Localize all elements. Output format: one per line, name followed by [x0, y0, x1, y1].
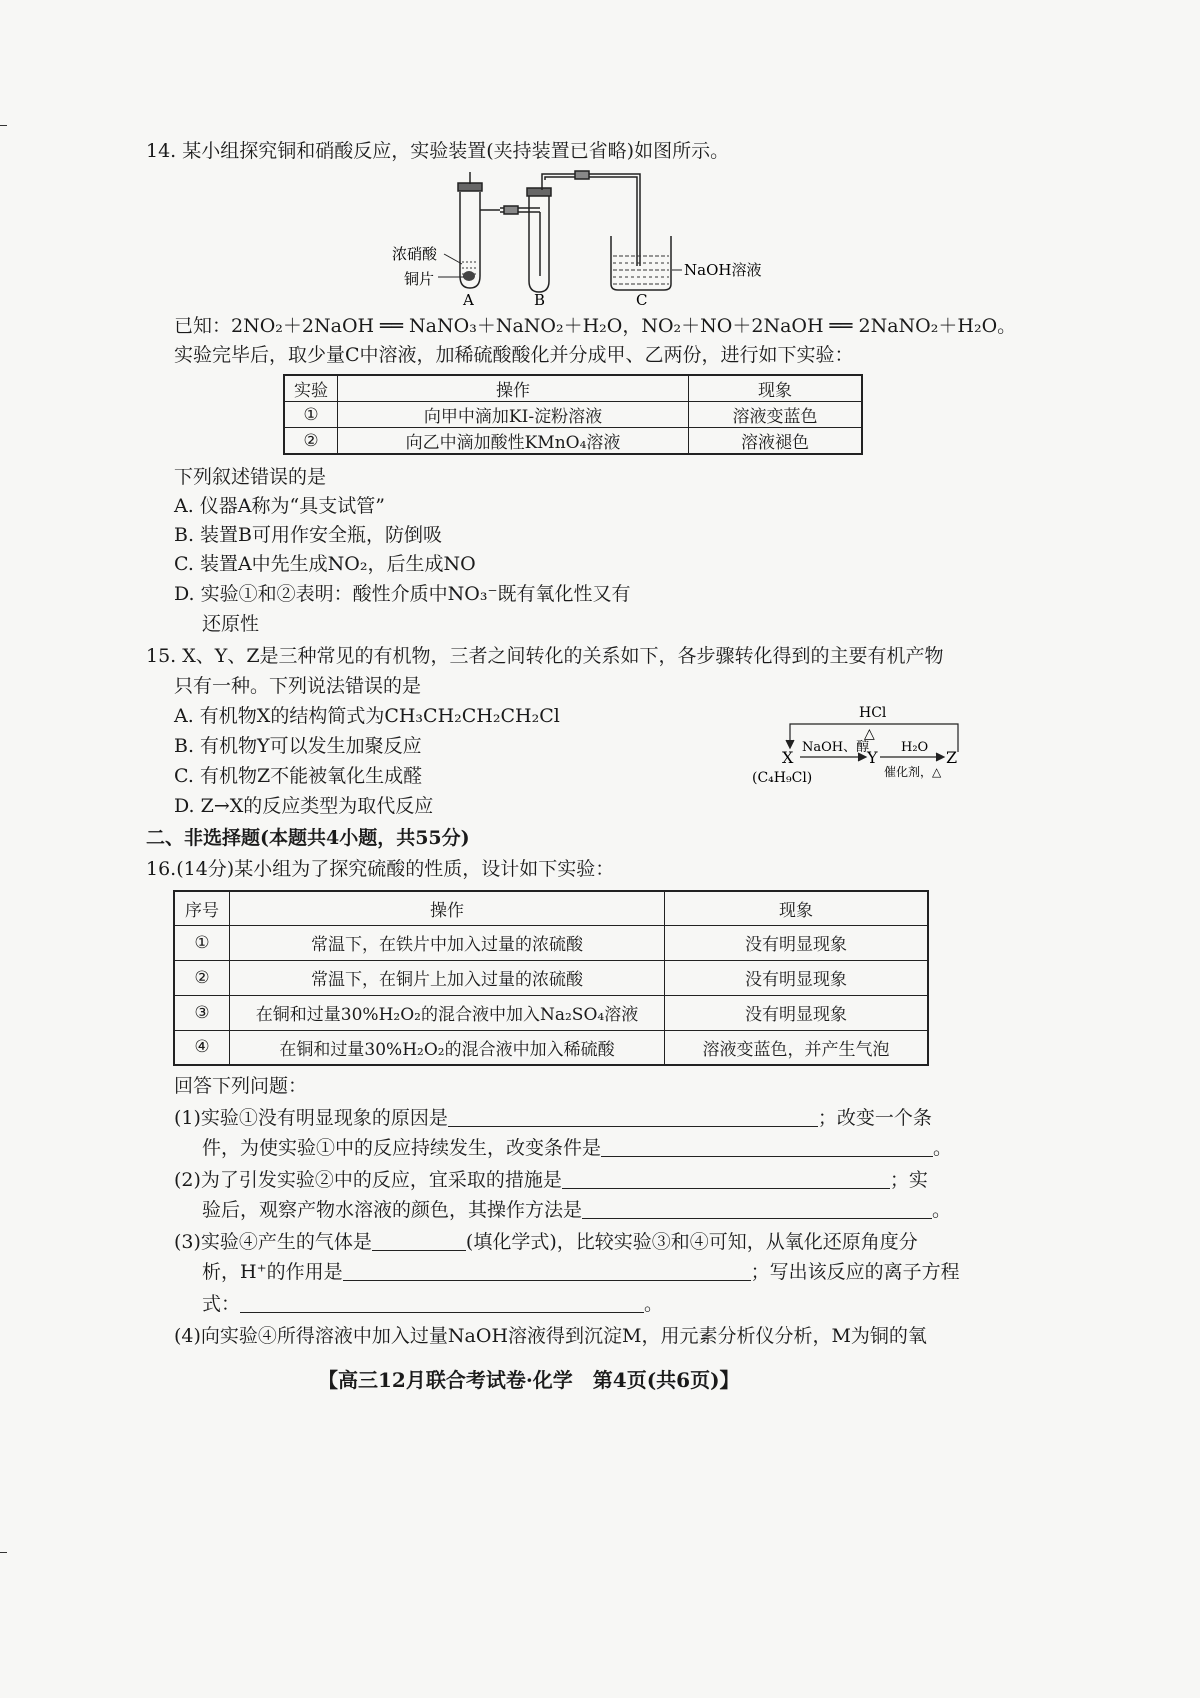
q14-table-cell: 向乙中滴加酸性KMnO₄溶液: [338, 428, 689, 455]
q14-option-c: C. 装置A中先生成NO₂，后生成NO: [174, 553, 476, 575]
q16-table-cell: ②: [174, 960, 230, 995]
q16-part1-blank2[interactable]: [601, 1136, 933, 1157]
q16-table: [173, 890, 929, 1066]
copper-piece: [463, 271, 475, 281]
q14-table-cell: ①: [284, 402, 338, 428]
q16-part3-blank2[interactable]: [343, 1260, 751, 1281]
page-footer: 【高三12月联合考试卷·化学 第4页(共6页)】: [318, 1368, 740, 1392]
scheme-x: X: [782, 748, 794, 767]
q16-part1-end: 。: [933, 1137, 953, 1159]
q16-part2-end: 。: [932, 1199, 952, 1221]
q14-option-b: B. 装置B可用作安全瓶，防倒吸: [174, 524, 443, 546]
q16-part3-blank3[interactable]: [240, 1292, 644, 1313]
q16-table-cell: ①: [174, 925, 230, 960]
q14-option-a: A. 仪器A称为“具支试管”: [174, 495, 385, 517]
scheme-cond2-bottom: 催化剂，△: [884, 765, 942, 779]
q14-table-cell: 向甲中滴加KI-淀粉溶液: [338, 402, 689, 428]
q16-table-cell: 溶液变蓝色，并产生气泡: [665, 1030, 929, 1065]
q16-table-header: 序号: [174, 891, 230, 925]
q15-stem-cont: 只有一种。下列说法错误的是: [174, 675, 422, 697]
q16-part3-line1: [174, 1228, 918, 1256]
q16-table-cell: ③: [174, 995, 230, 1030]
q16-part2-tail: ；实: [889, 1169, 928, 1191]
tube-a-stopper: [458, 183, 482, 191]
q14-table-cell: ②: [284, 428, 338, 455]
q14-table-header: 实验: [284, 375, 338, 402]
q16-table-header: 操作: [230, 891, 665, 925]
q14-table-cell: 溶液变蓝色: [689, 402, 863, 428]
q16-part3-line2: [202, 1258, 960, 1286]
q14-stem: 14. 某小组探究铜和硝酸反应，实验装置(夹持装置已省略)如图所示。: [146, 140, 730, 162]
q14-after: 实验完毕后，取少量C中溶液，加稀硫酸酸化并分成甲、乙两份，进行如下实验：: [174, 344, 854, 366]
q16-part3-blank1[interactable]: [372, 1230, 466, 1251]
q16-part2-blank2[interactable]: [582, 1198, 932, 1219]
q16-part2-line1: [174, 1166, 928, 1194]
label-naoh: NaOH溶液: [684, 261, 762, 279]
q16-part4: (4)向实验④所得溶液中加入过量NaOH溶液得到沉淀M，用元素分析仪分析，M为铜的氧: [174, 1325, 927, 1347]
q16-part1-prompt2: 件，为使实验①中的反应持续发生，改变条件是: [202, 1137, 602, 1159]
q15-reaction-scheme: [746, 702, 976, 792]
scheme-y: Y: [867, 748, 878, 767]
label-b: B: [534, 291, 546, 309]
q15-option-d: D. Z→X的反应类型为取代反应: [174, 795, 434, 817]
scheme-z: Z: [946, 748, 958, 767]
margin-tick-top: [0, 125, 7, 126]
q16-answer-intro: 回答下列问题：: [174, 1075, 308, 1097]
scheme-heat: △: [864, 726, 875, 742]
label-a: A: [463, 291, 474, 309]
q16-table-cell: 在铜和过量30%H₂O₂的混合液中加入Na₂SO₄溶液: [230, 995, 665, 1030]
q16-part3-prompt: (3)实验④产生的气体是: [174, 1231, 372, 1253]
q14-option-d-cont: 还原性: [202, 613, 260, 635]
q14-apparatus-figure: [392, 166, 812, 310]
q14-table: [283, 374, 863, 455]
q14-known: 已知：2NO₂＋2NaOH ══ NaNO₃＋NaNO₂＋H₂O，NO₂＋NO＋2NaOH ══ 2NaNO₂＋H₂O。: [174, 315, 1017, 337]
q16-table-cell: ④: [174, 1030, 230, 1065]
q16-part3-mid: (填化学式)，比较实验③和④可知，从氧化还原角度分: [465, 1231, 918, 1253]
scheme-cond1: NaOH、醇: [802, 740, 870, 755]
q15-option-b: B. 有机物Y可以发生加聚反应: [174, 735, 422, 757]
tube-b: [529, 196, 549, 292]
q14-option-d: D. 实验①和②表明：酸性介质中NO₃⁻既有氧化性又有: [174, 583, 631, 605]
tube-b-stopper: [527, 188, 551, 196]
q16-table-cell: 没有明显现象: [665, 960, 929, 995]
q16-part2-blank1[interactable]: [562, 1168, 890, 1189]
scheme-cond2-top: H₂O: [901, 740, 929, 755]
q16-part2-prompt: (2)为了引发实验②中的反应，宜采取的措施是: [174, 1169, 562, 1191]
q16-table-header: 现象: [665, 891, 929, 925]
q16-stem: 16.(14分)某小组为了探究硫酸的性质，设计如下实验：: [146, 858, 615, 880]
q16-table-cell: 没有明显现象: [665, 925, 929, 960]
label-acid: 浓硝酸: [392, 245, 438, 263]
q16-table-cell: 没有明显现象: [665, 995, 929, 1030]
q16-table-cell: 常温下，在铜片上加入过量的浓硫酸: [230, 960, 665, 995]
margin-tick-bottom: [0, 1552, 7, 1553]
label-copper: 铜片: [404, 270, 435, 288]
label-c: C: [636, 291, 648, 309]
q16-part1-blank1[interactable]: [448, 1106, 818, 1127]
q14-table-header: 现象: [689, 375, 863, 402]
q16-part3-prompt3: 式：: [202, 1293, 241, 1315]
q16-part2-line2: [202, 1196, 951, 1224]
q16-part1-prompt: (1)实验①没有明显现象的原因是: [174, 1107, 448, 1129]
scheme-hcl: HCl: [859, 705, 887, 721]
q14-table-cell: 溶液褪色: [689, 428, 863, 455]
q14-question: 下列叙述错误的是: [174, 466, 327, 488]
q16-table-cell: 在铜和过量30%H₂O₂的混合液中加入稀硫酸: [230, 1030, 665, 1065]
q16-table-cell: 常温下，在铁片中加入过量的浓硫酸: [230, 925, 665, 960]
scheme-x-formula: (C₄H₉Cl): [752, 770, 813, 786]
q14-table-header: 操作: [338, 375, 689, 402]
q16-part3-line3: [202, 1290, 663, 1318]
q16-part1-tail: ；改变一个条: [817, 1107, 932, 1129]
q15-option-c: C. 有机物Z不能被氧化生成醛: [174, 765, 423, 787]
q16-part2-prompt2: 验后，观察产物水溶液的颜色，其操作方法是: [202, 1199, 583, 1221]
q15-option-a: A. 有机物X的结构简式为CH₃CH₂CH₂CH₂Cl: [174, 705, 560, 727]
section-heading: 二、非选择题(本题共4小题，共55分): [146, 827, 470, 849]
q16-part3-tail: ；写出该反应的离子方程: [750, 1261, 960, 1283]
q16-part3-end: 。: [644, 1293, 664, 1315]
q16-part3-prompt2: 析，H⁺的作用是: [202, 1261, 343, 1283]
q16-part1-line1: [174, 1104, 932, 1132]
q15-stem: 15. X、Y、Z是三种常见的有机物，三者之间转化的关系如下，各步骤转化得到的主要有机产物: [146, 645, 944, 667]
q16-part1-line2: [202, 1134, 952, 1162]
